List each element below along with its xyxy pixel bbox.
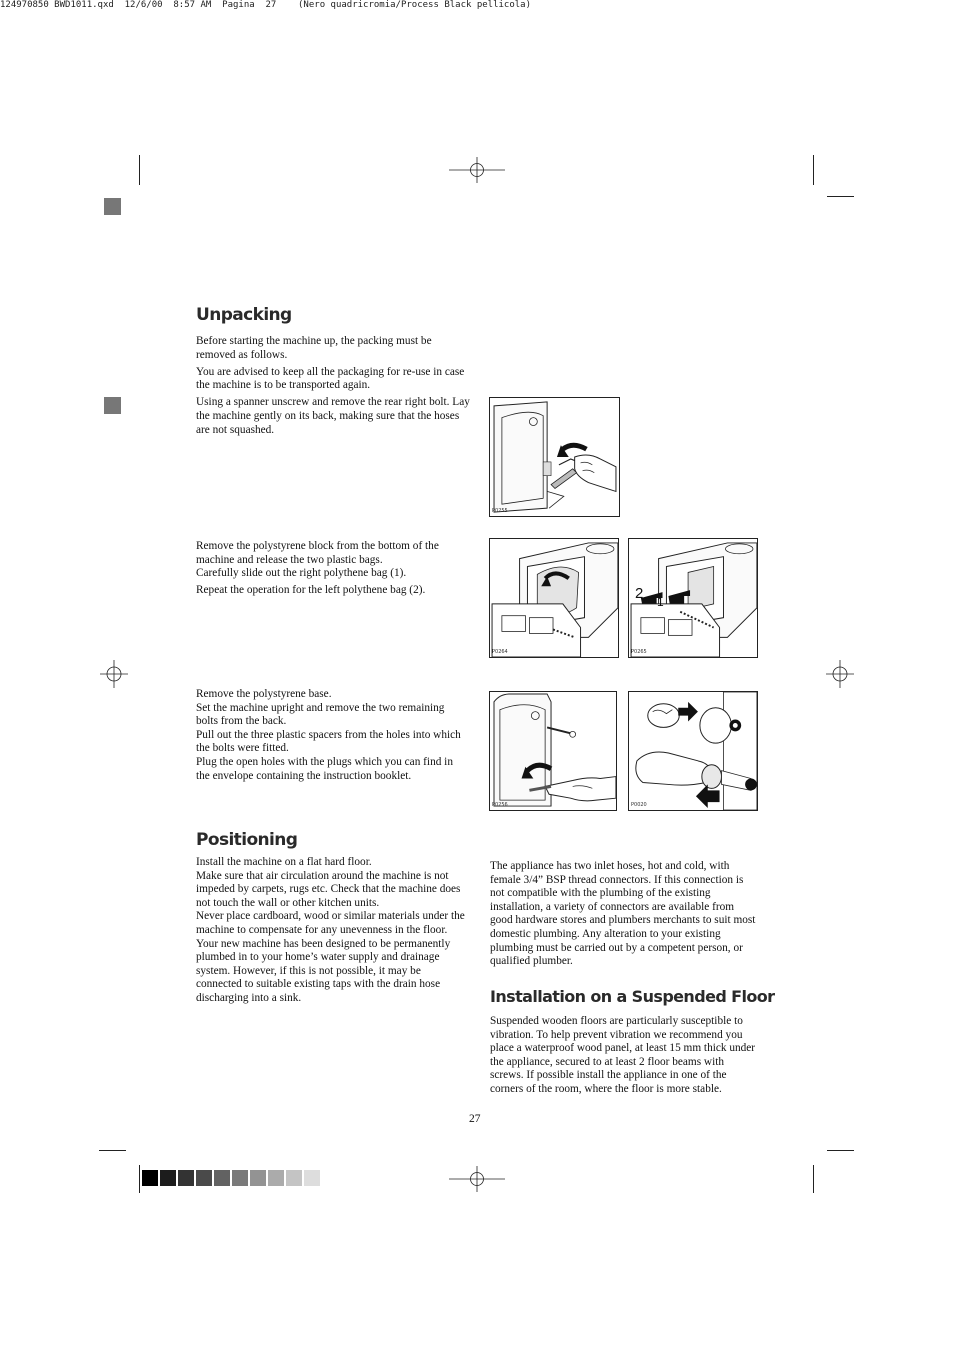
paragraph: Pull out the three plastic spacers from the holes into which the bolts were fitted. (196, 728, 461, 755)
unpacking-bags (196, 540, 466, 601)
callout-label-2: 2 (635, 585, 644, 602)
machine-base-illustration (490, 539, 618, 657)
color-swatch (286, 1170, 302, 1186)
paragraph: Make sure that air circulation around the machine is not impeded by carpets, rugs etc. Check that the machine does not touch the wall or other kitchen units. (196, 869, 461, 909)
side-marker (104, 397, 121, 414)
color-swatch (178, 1170, 194, 1186)
page-number: 27 (469, 1113, 481, 1125)
paragraph: Remove the polystyrene block from the bottom of the machine and release the two plastic bags. (196, 540, 439, 566)
paragraph: Remove the polystyrene base. (196, 688, 332, 700)
crop-mark (827, 1150, 854, 1151)
side-marker (104, 198, 121, 215)
machine-bags-illustration (629, 539, 757, 657)
figure-rear-bolt (489, 397, 620, 517)
suspended-floor-heading: Installation on a Suspended Floor (490, 987, 775, 1006)
figure-code: P0255 (492, 508, 508, 514)
crop-mark (813, 155, 814, 185)
positioning-body (196, 856, 466, 1006)
print-slug: 124970850 BWD1011.qxd 12/6/00 8:57 AM Pagina 27 (Nero quadricromia/Process Black pellicola) (0, 0, 532, 10)
paragraph: Plug the open holes with the plugs which you can find in the envelope containing the instruction booklet. (196, 755, 453, 782)
color-swatch (250, 1170, 266, 1186)
paragraph: Never place cardboard, wood or similar materials under the machine to compensate for any unevenness in the floor. (196, 910, 465, 936)
machine-upright-illustration (490, 692, 616, 810)
callout-label-1: 1 (657, 595, 664, 609)
paragraph: Install the machine on a flat hard floor. (196, 856, 372, 868)
figure-plugs (628, 691, 758, 811)
registration-mark (449, 157, 505, 183)
paragraph: Set the machine upright and remove the two remaining bolts from the back. (196, 701, 445, 728)
unpacking-base (196, 688, 466, 783)
color-swatch (304, 1170, 320, 1186)
suspended-floor-text: Suspended wooden floors are particularly susceptible to vibration. To help prevent vibration we recommend you place a waterproof wood panel, at least 15 mm thick under the appliance, secured to at least 2 floor beams with screws. If possible install the appliance in one of the corners of the room, where the floor is more stable. (490, 1015, 756, 1095)
color-swatch (232, 1170, 248, 1186)
washing-machine-back-illustration (490, 398, 619, 516)
crop-mark (827, 196, 854, 197)
paragraph: Before starting the machine up, the packing must be removed as follows. (196, 335, 432, 361)
registration-mark (826, 660, 854, 688)
plug-insertion-illustration (629, 692, 757, 810)
color-swatch (142, 1170, 158, 1186)
crop-mark (139, 1165, 140, 1193)
figure-remaining-bolts (489, 691, 617, 811)
registration-mark (449, 1166, 505, 1192)
registration-mark (100, 660, 128, 688)
crop-mark (139, 155, 140, 185)
unpacking-heading: Unpacking (196, 305, 292, 325)
paragraph: Your new machine has been designed to be permanently plumbed in to your home’s water supply and drainage system. However, if this is not possible, it may be connected to suitable existing taps with the drain hose discharging into a sink. (196, 937, 451, 1004)
crop-mark (813, 1165, 814, 1193)
figure-plastic-bags (628, 538, 758, 658)
color-swatch (196, 1170, 212, 1186)
figure-code: P0264 (492, 649, 508, 655)
color-swatch (268, 1170, 284, 1186)
paragraph: Repeat the operation for the left polythene bag (2). (196, 584, 426, 597)
figure-code: P0256 (492, 802, 508, 808)
color-swatch (160, 1170, 176, 1186)
paragraph: Using a spanner unscrew and remove the rear right bolt. Lay the machine gently on its back, making sure that the hoses are not squashed. (196, 396, 470, 436)
inlet-hoses-text: The appliance has two inlet hoses, hot and cold, with female 3/4” BSP thread connectors. If this connection is not compatible with the plumbing of the existing installation, a variety of connectors are available from good hardware stores and plumbers merchants to suit most domestic plumbing. Any alteration to your existing plumbing must be carried out by a competent person, or qualified plumber. (490, 860, 756, 968)
color-swatch (214, 1170, 230, 1186)
figure-code: P0020 (631, 802, 647, 808)
figure-polystyrene-block (489, 538, 619, 658)
figure-code: P0265 (631, 649, 647, 655)
positioning-heading: Positioning (196, 830, 298, 850)
crop-mark (99, 1150, 126, 1151)
paragraph: Carefully slide out the right polythene bag (1). (196, 567, 407, 580)
unpacking-intro (196, 335, 471, 441)
paragraph: You are advised to keep all the packaging for re-use in case the machine is to be transported again. (196, 365, 465, 392)
